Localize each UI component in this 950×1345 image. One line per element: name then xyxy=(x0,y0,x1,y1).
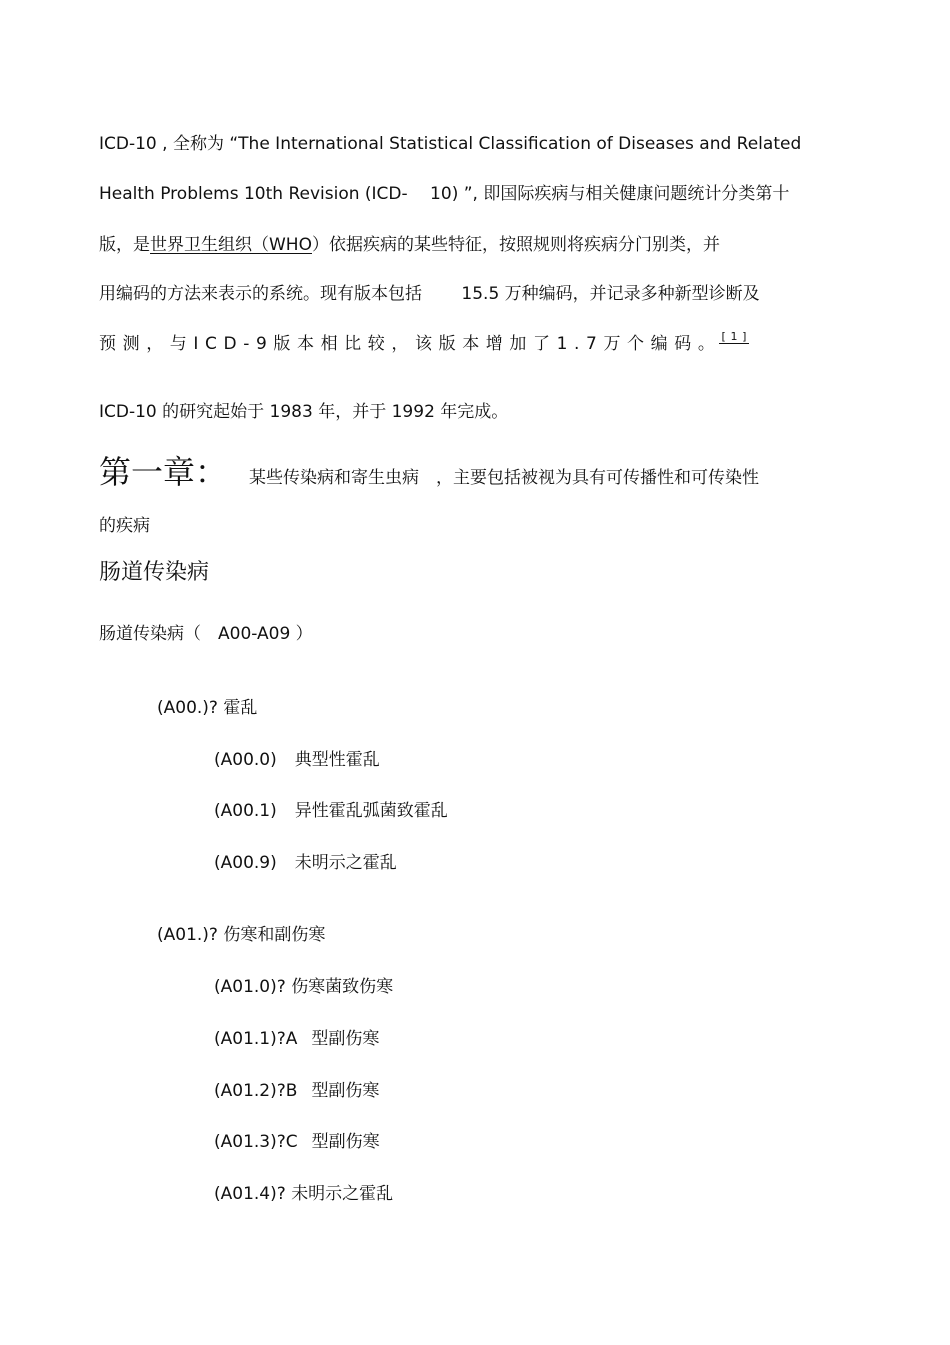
chapter-description-cont: 的疾病 xyxy=(99,516,150,536)
list-item xyxy=(214,1127,380,1152)
reference-link[interactable]: [ 1 ] xyxy=(721,330,748,343)
intro-line-3-start: 版，是 xyxy=(99,235,150,255)
group-code: (A00.)? xyxy=(157,698,218,718)
item-name: 未明示之霍乱 xyxy=(294,853,397,873)
item-code: (A00.1) xyxy=(214,801,277,821)
item-name: 型副伤寒 xyxy=(311,1132,380,1152)
intro-line-5 xyxy=(99,330,749,357)
list-item xyxy=(214,1179,393,1204)
group-code: (A01.)? xyxy=(157,925,218,945)
item-name: 伤寒菌致伤寒 xyxy=(291,977,394,997)
list-item xyxy=(214,1024,379,1049)
item-code: (A01.4)? xyxy=(214,1184,286,1204)
item-name: 异性霍乱弧菌致霍乱 xyxy=(294,801,448,821)
chapter-title: 第一章： xyxy=(99,453,228,491)
item-code: (A00.9) xyxy=(214,853,277,873)
intro-line-6: ICD-10 的研究起始于 1983 年，并于 1992 年完成。 xyxy=(99,402,509,422)
list-item xyxy=(214,848,397,873)
list-item xyxy=(214,1076,379,1101)
list-item xyxy=(214,796,448,821)
intro-line-3-end: ）依据疾病的某些特征，按照规则将疾病分门别类，并 xyxy=(311,235,720,255)
intro-line-1: ICD-10 , 全称为 “The International Statistical Classification of Diseases and Related xyxy=(99,134,802,154)
item-code: (A01.2)?B xyxy=(214,1081,298,1101)
list-item xyxy=(214,972,393,997)
item-code: (A01.0)? xyxy=(214,977,286,997)
item-code: (A00.0) xyxy=(214,750,277,770)
item-name: 型副伤寒 xyxy=(311,1029,380,1049)
item-name: 型副伤寒 xyxy=(311,1081,380,1101)
chapter-heading xyxy=(99,452,759,492)
intro-line-3 xyxy=(99,234,720,256)
group-name: 伤寒和副伤寒 xyxy=(223,925,326,945)
group-a01 xyxy=(157,920,325,945)
chapter-description: 某些传染病和寄生虫病 ，主要包括被视为具有可传播性和可传染性 xyxy=(249,468,760,488)
intro-line-4: 用编码的方法来表示的系统。现有版本包括 15.5 万种编码，并记录多种新型诊断及 xyxy=(99,284,760,304)
list-item xyxy=(214,745,380,770)
intro-line-2: Health Problems 10th Revision (ICD- 10) ”, 即国际疾病与相关健康问题统计分类第十 xyxy=(99,184,790,204)
item-code: (A01.3)?C xyxy=(214,1132,298,1152)
who-link[interactable]: WHO xyxy=(269,235,312,255)
item-code: (A01.1)?A xyxy=(214,1029,298,1049)
group-a00 xyxy=(157,693,257,718)
intro-line-5-text: 预 测 ， 与 I C D - 9 版 本 相 比 较 ， 该 版 本 增 加 了 1 . 7 万 个 编 码 。 xyxy=(99,334,716,354)
item-name: 典型性霍乱 xyxy=(294,750,380,770)
who-org-link[interactable]: 世界卫生组织（ xyxy=(150,235,269,255)
section-heading: 肠道传染病 xyxy=(99,560,210,585)
section-range: 肠道传染病（ A00-A09 ） xyxy=(99,624,313,644)
group-name: 霍乱 xyxy=(223,698,258,718)
item-name: 未明示之霍乱 xyxy=(291,1184,394,1204)
